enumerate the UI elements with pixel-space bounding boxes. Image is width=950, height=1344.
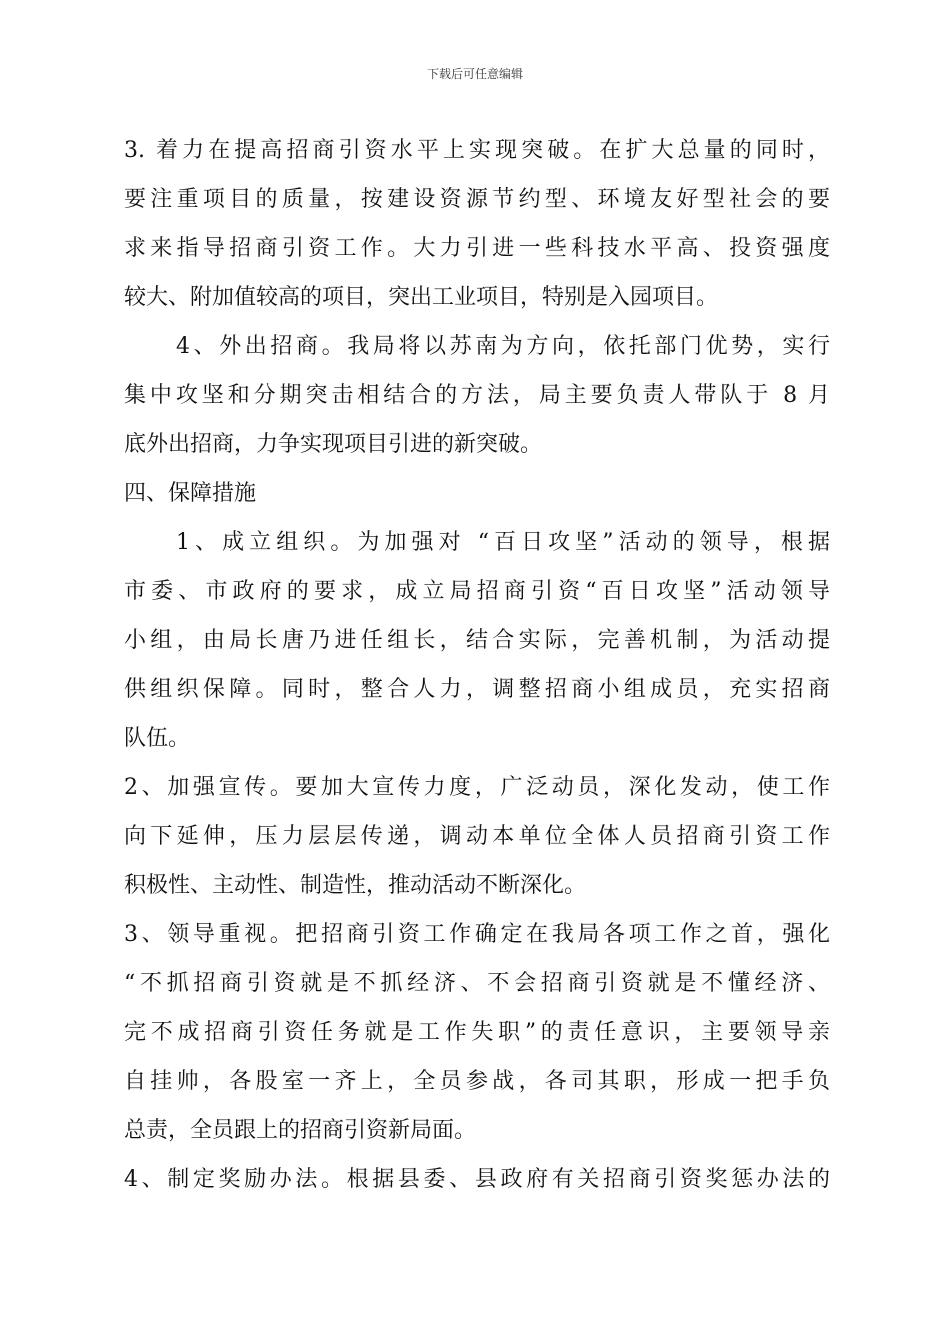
text-line: 底外出招商，力争实现项目引进的新突破。 xyxy=(124,432,543,457)
text-line: “不抓招商引资就是不抓经济、不会招商引资就是不懂经济、 xyxy=(124,971,830,996)
text-line: 集中攻坚和分期突击相结合的方法，局主要负责人带队于 8 月 xyxy=(124,383,830,408)
text-line: 求来指导招商引资工作。大力引进一些科技水平高、投资强度 xyxy=(124,236,830,261)
text-line: 完不成招商引资任务就是工作失职”的责任意识，主要领导亲 xyxy=(124,1020,830,1045)
text-line: 供组织保障。同时，整合人力，调整招商小组成员，充实招商 xyxy=(124,677,830,702)
text-line: 较大、附加值较高的项目，突出工业项目，特别是入园项目。 xyxy=(124,285,719,310)
text-line: 四、保障措施 xyxy=(124,481,257,506)
text-line: 3. 着力在提高招商引资水平上实现突破。在扩大总量的同时， xyxy=(124,138,830,163)
text-line: 要注重项目的质量，按建设资源节约型、环境友好型社会的要 xyxy=(124,187,830,212)
text-line: 3、领导重视。把招商引资工作确定在我局各项工作之首，强化 xyxy=(124,922,830,947)
text-line: 小组，由局长唐乃进任组长，结合实际，完善机制，为活动提 xyxy=(124,628,830,653)
text-line: 市委、市政府的要求，成立局招商引资“百日攻坚”活动领导 xyxy=(124,579,830,604)
text-line: 队伍。 xyxy=(124,726,191,751)
text-line: 自挂帅，各股室一齐上，全员参战，各司其职，形成一把手负 xyxy=(124,1069,830,1094)
text-line: 向下延伸，压力层层传递，调动本单位全体人员招商引资工作 xyxy=(124,824,830,849)
text-line: 总责，全员跟上的招商引资新局面。 xyxy=(124,1118,477,1143)
page-header: 下载后可任意编辑 xyxy=(426,67,523,81)
text-line: 2、加强宣传。要加大宣传力度，广泛动员，深化发动，使工作 xyxy=(124,775,830,800)
text-line: 1、成立组织。为加强对 “百日攻坚”活动的领导，根据 xyxy=(176,530,830,555)
body-text xyxy=(124,126,830,1204)
text-line: 4、制定奖励办法。根据县委、县政府有关招商引资奖惩办法的 xyxy=(124,1167,830,1192)
text-line: 积极性、主动性、制造性，推动活动不断深化。 xyxy=(124,873,587,898)
text-line: 4、外出招商。我局将以苏南为方向，依托部门优势，实行 xyxy=(176,334,830,359)
